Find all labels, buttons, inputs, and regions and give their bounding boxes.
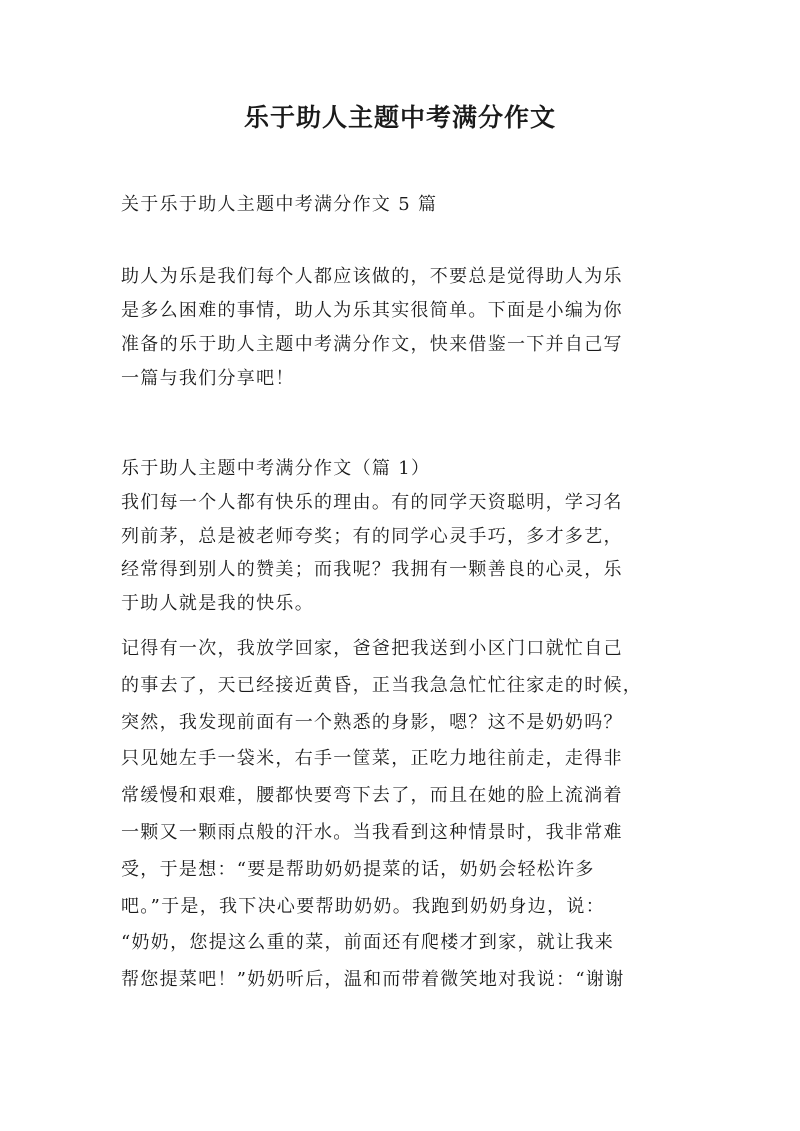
intro-line: 是多么困难的事情，助人为乐其实很简单。下面是小编为你 [121,300,623,321]
paragraph-line: 只见她左手一袋米，右手一筐菜，正吃力地往前走，走得非 [121,748,623,770]
paragraph-line: 我们每一个人都有快乐的理由。有的同学天资聪明，学习名 [121,492,623,513]
document-subtitle: 关于乐于助人主题中考满分作文 5 篇 [121,194,438,215]
paragraph-line: 突然，我发现前面有一个熟悉的身影，嗯？这不是奶奶吗？ [121,711,623,733]
intro-line: 助人为乐是我们每个人都应该做的，不要总是觉得助人为乐 [121,266,623,287]
intro-line: 一篇与我们分享吧！ [121,368,295,389]
paragraph-line: 于助人就是我的快乐。 [121,592,314,614]
paragraph-line: 经常得到别人的赞美；而我呢？我拥有一颗善良的心灵，乐 [121,559,623,580]
paragraph-line: 列前茅，总是被老师夸奖；有的同学心灵手巧，多才多艺， [121,525,623,547]
paragraph-line: 的事去了，天已经接近黄昏，正当我急急忙忙往家走的时候， [121,674,643,696]
section-heading: 乐于助人主题中考满分作文（篇 1） [121,458,431,479]
intro-line: 准备的乐于助人主题中考满分作文，快来借鉴一下并自己写 [121,334,623,355]
paragraph-line: 一颗又一颗雨点般的汗水。当我看到这种情景时，我非常难 [121,821,623,843]
paragraph-line: 吧。”于是，我下决心要帮助奶奶。我跑到奶奶身边，说： [121,895,605,917]
paragraph-line: 受，于是想：“要是帮助奶奶提菜的话，奶奶会轻松许多 [121,858,595,880]
paragraph-line: 帮您提菜吧！”奶奶听后，温和而带着微笑地对我说：“谢谢 [121,969,625,991]
essay-paragraph-1 [121,486,695,620]
essay-paragraph-2 [121,631,695,999]
paragraph-line: 记得有一次，我放学回家，爸爸把我送到小区门口就忙自己 [121,638,623,659]
document-title: 乐于助人主题中考满分作文 [243,103,556,132]
paragraph-line: “奶奶，您提这么重的菜，前面还有爬楼才到家，就让我来 [121,932,614,954]
paragraph-line: 常缓慢和艰难，腰都快要弯下去了，而且在她的脸上流淌着 [121,785,623,807]
intro-paragraph [121,260,695,396]
